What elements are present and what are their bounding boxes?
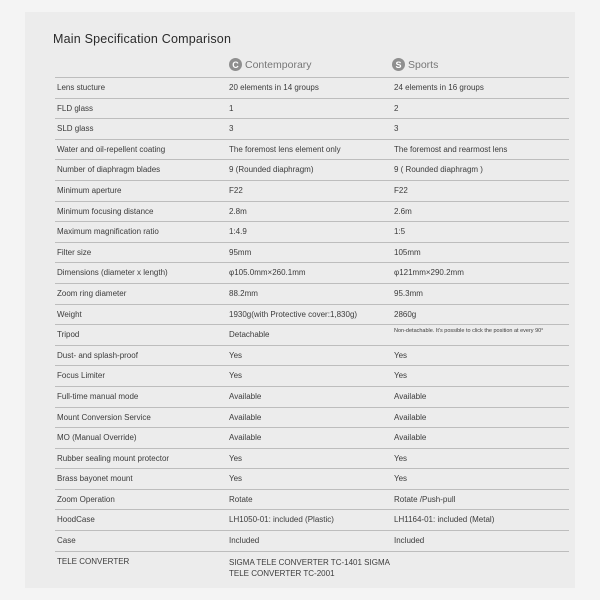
spec-label: MO (Manual Override) bbox=[57, 433, 137, 443]
contemporary-value: Included bbox=[229, 536, 260, 546]
table-row bbox=[55, 243, 569, 264]
contemporary-value: Yes bbox=[229, 453, 243, 463]
sports-value: 2 bbox=[394, 103, 399, 113]
table-row bbox=[55, 222, 569, 243]
sports-value: 9 ( Rounded diaphragm ) bbox=[394, 165, 483, 175]
sports-value: Yes bbox=[394, 453, 408, 463]
page-title: Main Specification Comparison bbox=[53, 32, 232, 46]
sports-value: Rotate /Push-pull bbox=[394, 494, 456, 504]
sports-badge-icon: S bbox=[392, 58, 405, 71]
contemporary-badge-icon: C bbox=[229, 58, 242, 71]
contemporary-value: LH1050-01: included (Plastic) bbox=[229, 515, 334, 525]
table-row bbox=[55, 284, 569, 305]
table-row bbox=[55, 140, 569, 161]
spec-label: Minimum aperture bbox=[57, 185, 122, 195]
table-row bbox=[55, 490, 569, 511]
contemporary-value: Available bbox=[229, 433, 262, 443]
sports-value: 2860g bbox=[394, 309, 417, 319]
table-row bbox=[55, 366, 569, 387]
sports-value: 95.3mm bbox=[394, 288, 423, 298]
spec-label: Water and oil-repellent coating bbox=[57, 144, 166, 154]
spec-table bbox=[55, 77, 569, 590]
contemporary-value: 1 bbox=[229, 103, 234, 113]
contemporary-value: 95mm bbox=[229, 247, 252, 257]
table-row bbox=[55, 428, 569, 449]
contemporary-value: Available bbox=[229, 412, 262, 422]
spec-label: Number of diaphragm blades bbox=[57, 165, 161, 175]
sports-value: F22 bbox=[394, 185, 408, 195]
sports-value: Yes bbox=[394, 474, 408, 484]
contemporary-value: Rotate bbox=[229, 494, 253, 504]
spec-label: Zoom Operation bbox=[57, 494, 115, 504]
spec-label: Case bbox=[57, 536, 76, 546]
contemporary-value: Yes bbox=[229, 371, 243, 381]
sports-value: Included bbox=[394, 536, 425, 546]
spec-label: TELE CONVERTER bbox=[57, 556, 130, 566]
sports-value: 2.6m bbox=[394, 206, 412, 216]
sports-value: LH1164-01: included (Metal) bbox=[394, 515, 495, 525]
column-header-sports bbox=[392, 58, 438, 71]
column-label-contemporary: Contemporary bbox=[245, 58, 312, 71]
table-row bbox=[55, 99, 569, 120]
table-row bbox=[55, 160, 569, 181]
spec-label: Brass bayonet mount bbox=[57, 474, 133, 484]
contemporary-value: Yes bbox=[229, 474, 243, 484]
sports-value: Yes bbox=[394, 350, 408, 360]
sports-value: Non-detachable. It's possible to click the position at every 90° bbox=[394, 328, 544, 335]
table-row bbox=[55, 531, 569, 552]
table-row bbox=[55, 552, 569, 590]
spec-label: Dust- and splash-proof bbox=[57, 350, 138, 360]
spec-label: Full-time manual mode bbox=[57, 391, 139, 401]
contemporary-value: Detachable bbox=[229, 330, 270, 340]
table-row bbox=[55, 510, 569, 531]
spec-label: Mount Conversion Service bbox=[57, 412, 151, 422]
spec-label: FLD glass bbox=[57, 103, 94, 113]
contemporary-value: SIGMA TELE CONVERTER TC-1401 SIGMA TELE CONVERTER TC-2001 bbox=[229, 557, 390, 578]
table-row bbox=[55, 263, 569, 284]
spec-label: Zoom ring diameter bbox=[57, 288, 127, 298]
table-row bbox=[55, 346, 569, 367]
sports-value: Yes bbox=[394, 371, 408, 381]
contemporary-value: 20 elements in 14 groups bbox=[229, 83, 319, 92]
table-row bbox=[55, 469, 569, 490]
table-row bbox=[55, 77, 569, 99]
sports-value: Available bbox=[394, 391, 427, 401]
table-row bbox=[55, 305, 569, 326]
sports-value: The foremost and rearmost lens bbox=[394, 144, 508, 154]
spec-label: Weight bbox=[57, 309, 82, 319]
contemporary-value: 1930g(with Protective cover:1,830g) bbox=[229, 309, 358, 319]
spec-label: Focus Limiter bbox=[57, 371, 106, 381]
spec-label: Rubber sealing mount protector bbox=[57, 453, 170, 463]
contemporary-value: φ105.0mm×260.1mm bbox=[229, 268, 306, 278]
spec-label: Minimum focusing distance bbox=[57, 206, 154, 216]
sports-value: 105mm bbox=[394, 247, 421, 257]
table-row bbox=[55, 408, 569, 429]
contemporary-value: 1:4.9 bbox=[229, 227, 247, 237]
table-row bbox=[55, 325, 569, 346]
contemporary-value: F22 bbox=[229, 185, 243, 195]
table-row bbox=[55, 449, 569, 470]
contemporary-value: 9 (Rounded diaphragm) bbox=[229, 165, 314, 175]
table-row bbox=[55, 181, 569, 202]
spec-label: Maximum magnification ratio bbox=[57, 227, 159, 237]
sports-value: 1:5 bbox=[394, 227, 406, 237]
contemporary-value: Available bbox=[229, 391, 262, 401]
table-row bbox=[55, 202, 569, 223]
sports-value: 3 bbox=[394, 124, 399, 134]
contemporary-value: Yes bbox=[229, 350, 243, 360]
table-row bbox=[55, 387, 569, 408]
sports-value: 24 elements in 16 groups bbox=[394, 83, 484, 92]
spec-label: SLD glass bbox=[57, 124, 94, 134]
contemporary-value: 2.8m bbox=[229, 206, 247, 216]
sports-value: Available bbox=[394, 433, 427, 443]
contemporary-value: 88.2mm bbox=[229, 288, 258, 298]
sports-value: Available bbox=[394, 412, 427, 422]
contemporary-value: 3 bbox=[229, 124, 234, 134]
contemporary-value: The foremost lens element only bbox=[229, 144, 341, 154]
spec-label: Filter size bbox=[57, 247, 92, 257]
table-row bbox=[55, 119, 569, 140]
spec-label: Lens stucture bbox=[57, 83, 106, 92]
spec-comparison-card bbox=[25, 12, 575, 588]
spec-label: Dimensions (diameter x length) bbox=[57, 268, 168, 278]
spec-label: HoodCase bbox=[57, 515, 95, 525]
spec-label: Tripod bbox=[57, 330, 80, 340]
sports-value: φ121mm×290.2mm bbox=[394, 268, 464, 278]
column-header-contemporary bbox=[229, 58, 312, 71]
column-label-sports: Sports bbox=[408, 58, 439, 71]
